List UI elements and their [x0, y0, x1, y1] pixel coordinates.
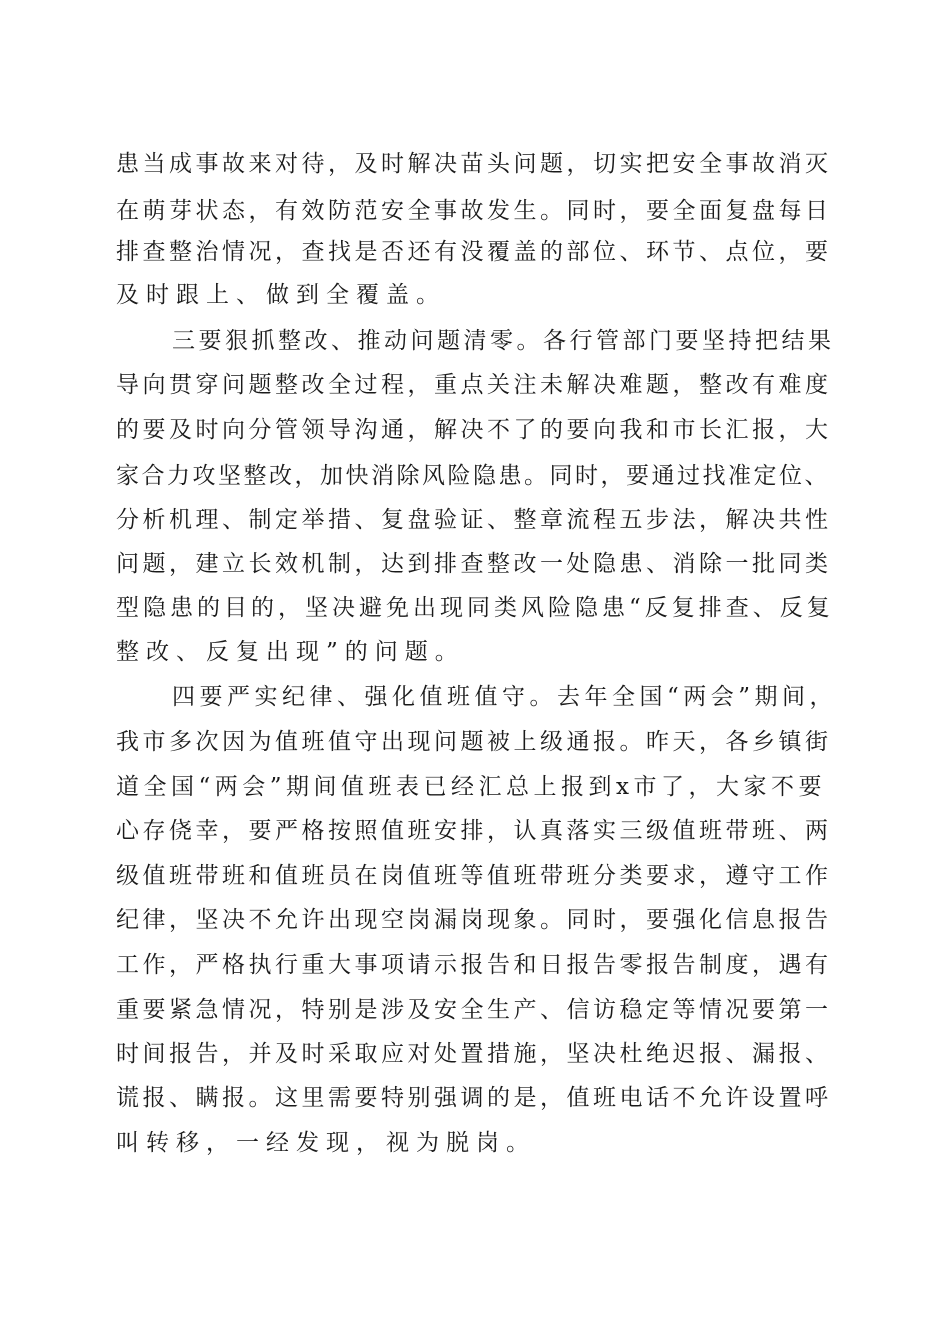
- paragraph-first-line: 三要狠抓整改、推动问题清零。各行管部门要坚持把结果: [172, 328, 835, 354]
- text-line: 心存侥幸，要严格按照值班安排，认真落实三级值班带班、两: [116, 818, 832, 844]
- text-line: 级值班带班和值班员在岗值班等值班带班分类要求，遵守工作: [116, 863, 832, 889]
- paragraph-first-line: 四要严实纪律、强化值班值守。去年全国“两会”期间，: [172, 684, 838, 710]
- text-line: 家合力攻坚整改，加快消除风险隐患。同时，要通过找准定位、: [116, 463, 830, 489]
- text-line: 谎报、瞒报。这里需要特别强调的是，值班电话不允许设置呼: [116, 1085, 832, 1111]
- text-line: 导向贯穿问题整改全过程，重点关注未解决难题，整改有难度: [116, 372, 832, 398]
- text-line: 患当成事故来对待，及时解决苗头问题，切实把安全事故消灭: [116, 151, 832, 177]
- text-line: 工作，严格执行重大事项请示报告和日报告零报告制度，遇有: [116, 952, 832, 978]
- text-line: 叫转移，一经发现，视为脱岗。: [116, 1130, 536, 1156]
- text-line: 道全国“两会”期间值班表已经汇总上报到x市了，大家不要: [116, 774, 826, 800]
- text-line: 及时跟上、做到全覆盖。: [116, 282, 446, 308]
- text-line: 重要紧急情况，特别是涉及安全生产、信访稳定等情况要第一: [116, 997, 832, 1023]
- text-line: 的要及时向分管领导沟通，解决不了的要向我和市长汇报，大: [116, 417, 832, 443]
- text-line: 整改、反复出现”的问题。: [116, 639, 465, 665]
- text-line: 在萌芽状态，有效防范安全事故发生。同时，要全面复盘每日: [116, 198, 832, 224]
- text-line: 我市多次因为值班值守出现问题被上级通报。昨天，各乡镇街: [116, 729, 832, 755]
- text-line: 时间报告，并及时采取应对处置措施，坚决杜绝迟报、漏报、: [116, 1041, 832, 1067]
- text-line: 型隐患的目的，坚决避免出现同类风险隐患“反复排查、反复: [116, 595, 834, 621]
- text-line: 分析机理、制定举措、复盘验证、整章流程五步法，解决共性: [116, 507, 832, 533]
- text-line: 问题，建立长效机制，达到排查整改一处隐患、消除一批同类: [116, 551, 832, 577]
- text-line: 排查整治情况，查找是否还有没覆盖的部位、环节、点位，要: [116, 239, 832, 265]
- text-line: 纪律，坚决不允许出现空岗漏岗现象。同时，要强化信息报告: [116, 907, 832, 933]
